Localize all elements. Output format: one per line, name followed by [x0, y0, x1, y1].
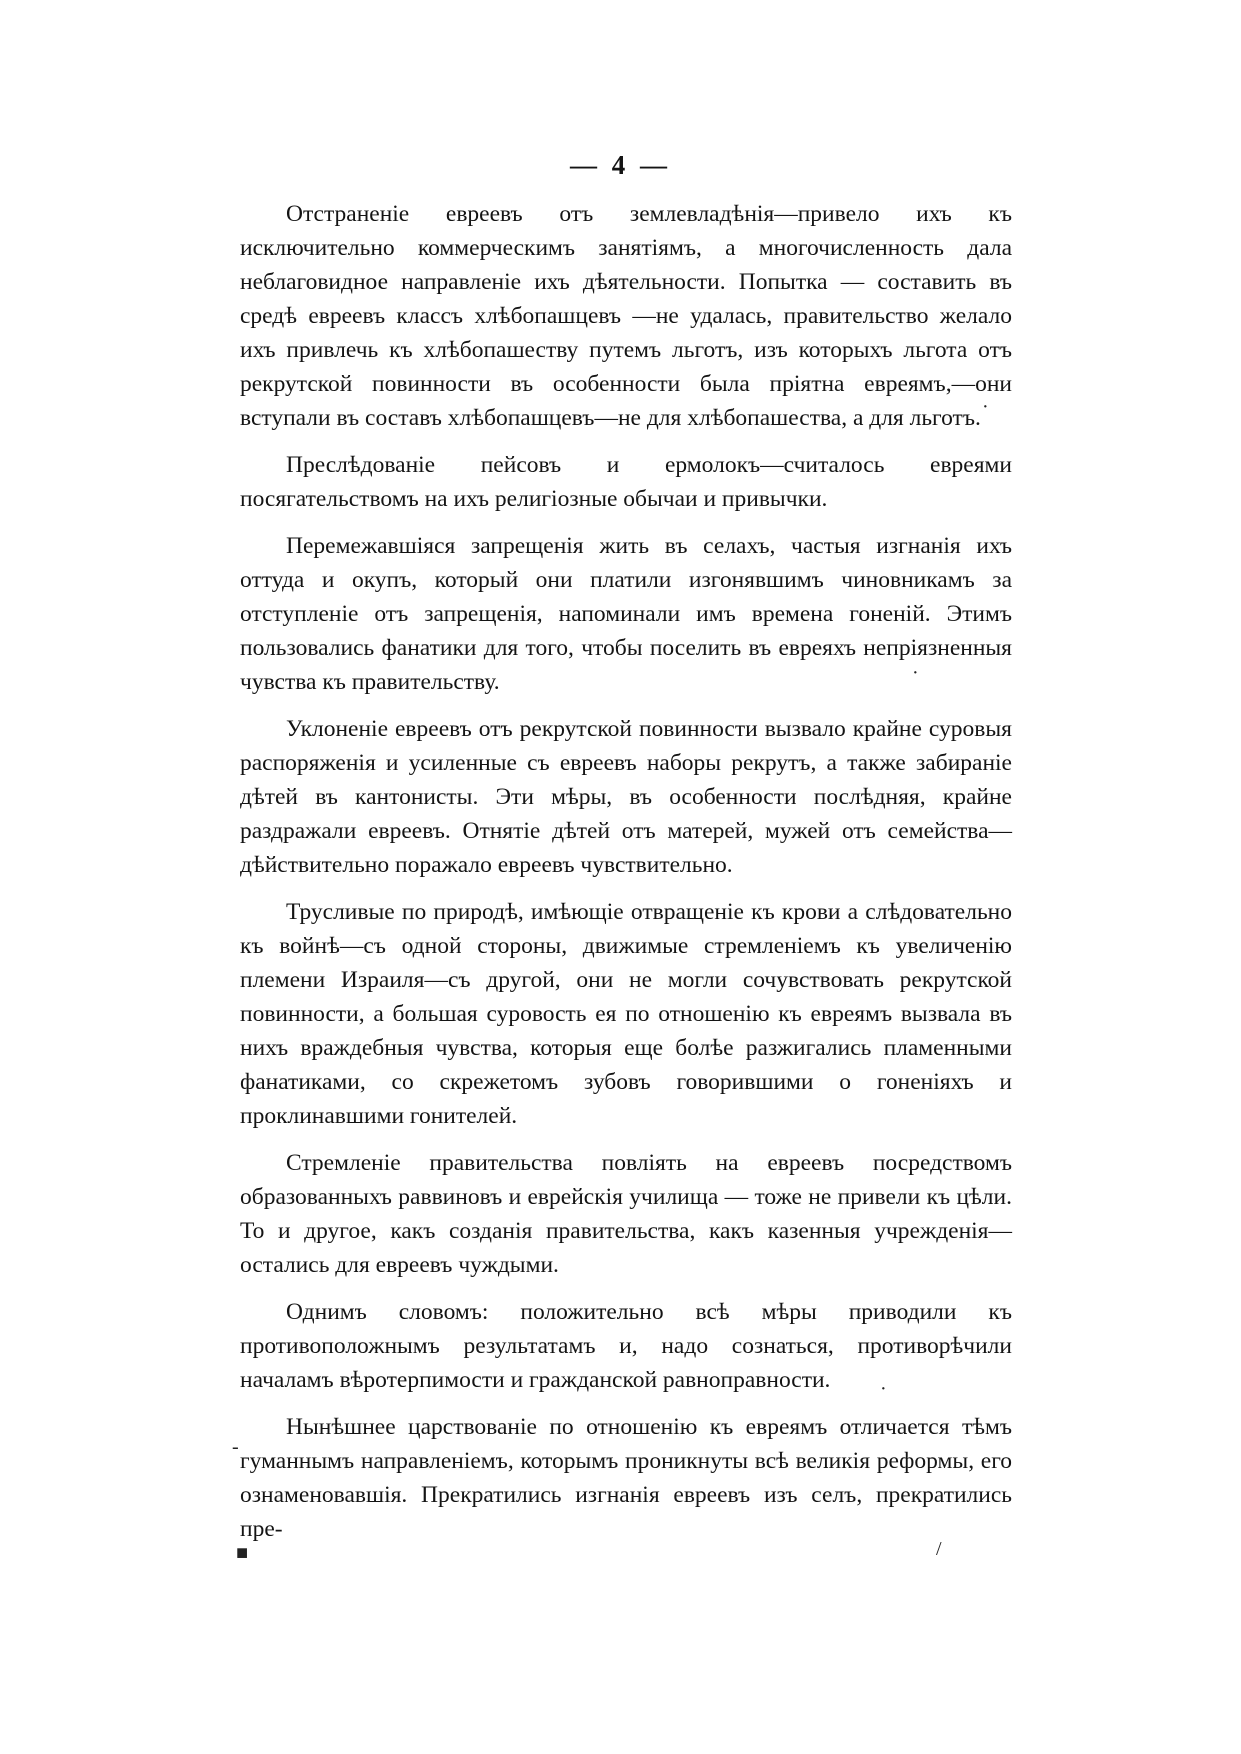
- scan-speck: ·: [912, 662, 919, 684]
- paragraph: Стремленіе правительства повліять на евреевъ посредствомъ образованныхъ раввиновъ и еврейскія училища — тоже не привели къ цѣли. То и другое, какъ созданія правительства, какъ казенныя учрежденія—остались для евреевъ чуждыми.: [240, 1150, 1012, 1278]
- scan-speck: -: [232, 1436, 239, 1458]
- scan-speck: ■: [236, 1542, 249, 1564]
- paragraph: Отстраненіе евреевъ отъ землевладѣнія—привело ихъ къ исключительно коммерческимъ занятіямъ, а многочисленность дала неблаговидное направленіе ихъ дѣятельности. Попытка — составить въ средѣ евреевъ классъ хлѣбопашцевъ —не удалась, правительство желало ихъ привлечь къ хлѣбопашеству путемъ льготъ, изъ которыхъ льгота отъ рекрутской повинности въ особенности была пріятна евреямъ,—они вступали въ составъ хлѣбопашцевъ—не для хлѣбопашества, а для льготъ.: [240, 201, 1012, 431]
- paragraph: Нынѣшнее царствованіе по отношенію къ евреямъ отличается тѣмъ гуманнымъ направленіемъ, которымъ проникнуты всѣ великія реформы, его ознаменовавшія. Прекратились изгнанія евреевъ изъ селъ, прекратились пре-: [240, 1414, 1012, 1542]
- paragraph: Преслѣдованіе пейсовъ и ермолокъ—считалось евреями посягательствомъ на ихъ религіозные обычаи и привычки.: [240, 452, 1012, 512]
- paragraph: Уклоненіе евреевъ отъ рекрутской повинности вызвало крайне суровыя распоряженія и усиленные съ евреевъ наборы рекрутъ, а также забираніе дѣтей въ кантонисты. Эти мѣры, въ особенности послѣдняя, крайне раздражали евреевъ. Отнятіе дѣтей отъ матерей, мужей отъ семейства—дѣйствительно поражало евреевъ чувствительно.: [240, 716, 1012, 878]
- body-text: [240, 197, 1012, 1559]
- scan-speck: ·: [982, 396, 989, 418]
- scan-speck: ·: [880, 1378, 887, 1400]
- scan-speck: /: [936, 1538, 942, 1560]
- paragraph: Трусливые по природѣ, имѣющіе отвращеніе къ крови а слѣдовательно къ войнѣ—съ одной стороны, движимые стремленіемъ къ увеличенію племени Израиля—съ другой, они не могли сочувствовать рекрутской повинности, а большая суровость ея по отношенію къ евреямъ вызвала въ нихъ враждебныя чувства, которыя еще болѣе разжигались пламенными фанатиками, со скрежетомъ зубовъ говорившими о гоненіяхъ и проклинавшими гонителей.: [240, 899, 1012, 1129]
- paragraph: Однимъ словомъ: положительно всѣ мѣры приводили къ противоположнымъ результатамъ и, надо сознаться, противорѣчили началамъ вѣротерпимости и гражданской равноправности.: [240, 1299, 1012, 1393]
- paragraph: Перемежавшіяся запрещенія жить въ селахъ, частыя изгнанія ихъ оттуда и окупъ, который они платили изгонявшимъ чиновникамъ за отступленіе отъ запрещенія, напоминали имъ времена гоненій. Этимъ пользовались фанатики для того, чтобы поселить въ евреяхъ непріязненныя чувства къ правительству.: [240, 533, 1012, 695]
- page-number: — 4 —: [570, 150, 671, 180]
